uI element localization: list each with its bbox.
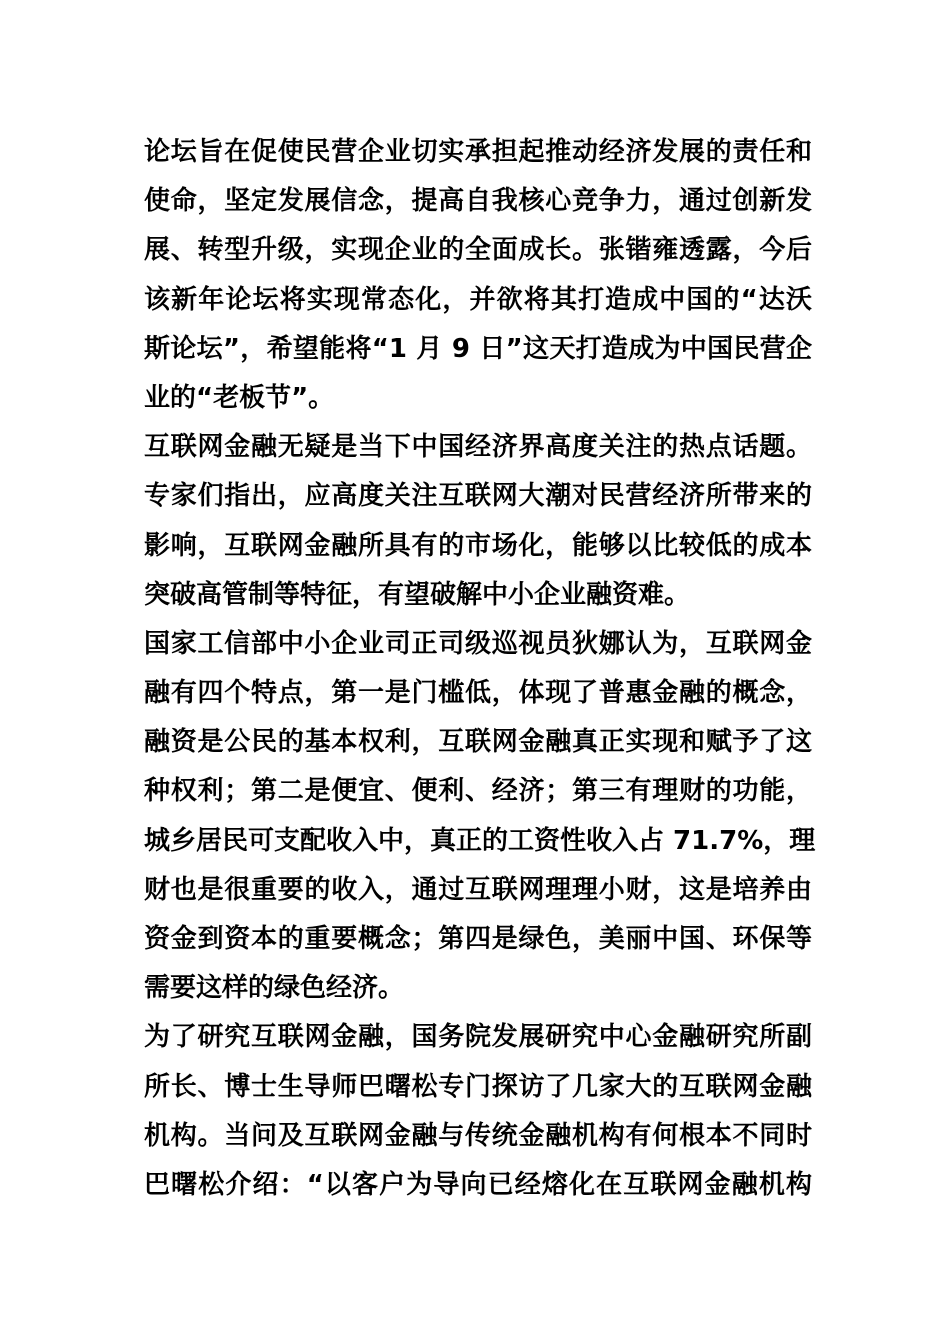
paragraph-1 — [144, 128, 812, 423]
text-line: 论坛旨在促使民营企业切实承担起推动经济发展的责任和 — [144, 137, 812, 167]
text-line: 融有四个特点，第一是门槛低，体现了普惠金融的概念， — [144, 678, 812, 709]
text-line: 需要这样的绿色经济。 — [144, 973, 405, 1004]
text-line: 业的“老板节”。 — [144, 382, 335, 413]
text-line: 为了研究互联网金融，国务院发展研究中心金融研究所副 — [144, 1022, 812, 1053]
text-line: 专家们指出，应高度关注互联网大潮对民营经济所带来的 — [144, 481, 812, 512]
paragraph-2 — [144, 423, 812, 620]
text-line: 融资是公民的基本权利，互联网金融真正实现和赋予了这 — [144, 727, 812, 758]
text-line: 使命，坚定发展信念，提高自我核心竞争力，通过创新发 — [144, 186, 812, 217]
text-line: 城乡居民可支配收入中，真正的工资性收入占 71.7%，理 — [144, 825, 816, 856]
text-line: 种权利；第二是便宜、便利、经济；第三有理财的功能， — [144, 776, 812, 807]
text-line: 财也是很重要的收入，通过互联网理理小财，这是培养由 — [144, 874, 812, 905]
text-line: 斯论坛”，希望能将“1 月 9 日”这天打造成为中国民营企 — [144, 333, 812, 364]
document-body — [144, 128, 816, 1210]
text-line: 机构。当问及互联网金融与传统金融机构有何根本不同时 — [144, 1120, 812, 1151]
text-line: 该新年论坛将实现常态化，并欲将其打造成中国的“达沃 — [144, 284, 812, 315]
text-line: 资金到资本的重要概念；第四是绿色，美丽中国、环保等 — [144, 924, 812, 954]
text-line: 影响，互联网金融所具有的市场化，能够以比较低的成本 — [144, 530, 812, 561]
text-line: 所长、博士生导师巴曙松专门探访了几家大的互联网金融 — [144, 1071, 812, 1102]
text-line: 展、转型升级，实现企业的全面成长。张锴雍透露，今后 — [144, 235, 812, 266]
text-line: 突破高管制等特征，有望破解中小企业融资难。 — [144, 579, 691, 610]
text-line: 国家工信部中小企业司正司级巡视员狄娜认为，互联网金 — [144, 628, 812, 659]
text-line: 巴曙松介绍：“以客户为导向已经熔化在互联网金融机构 — [144, 1169, 812, 1200]
paragraph-3 — [144, 620, 816, 1014]
text-line: 互联网金融无疑是当下中国经济界高度关注的热点话题。 — [144, 432, 812, 463]
paragraph-4 — [144, 1013, 812, 1210]
